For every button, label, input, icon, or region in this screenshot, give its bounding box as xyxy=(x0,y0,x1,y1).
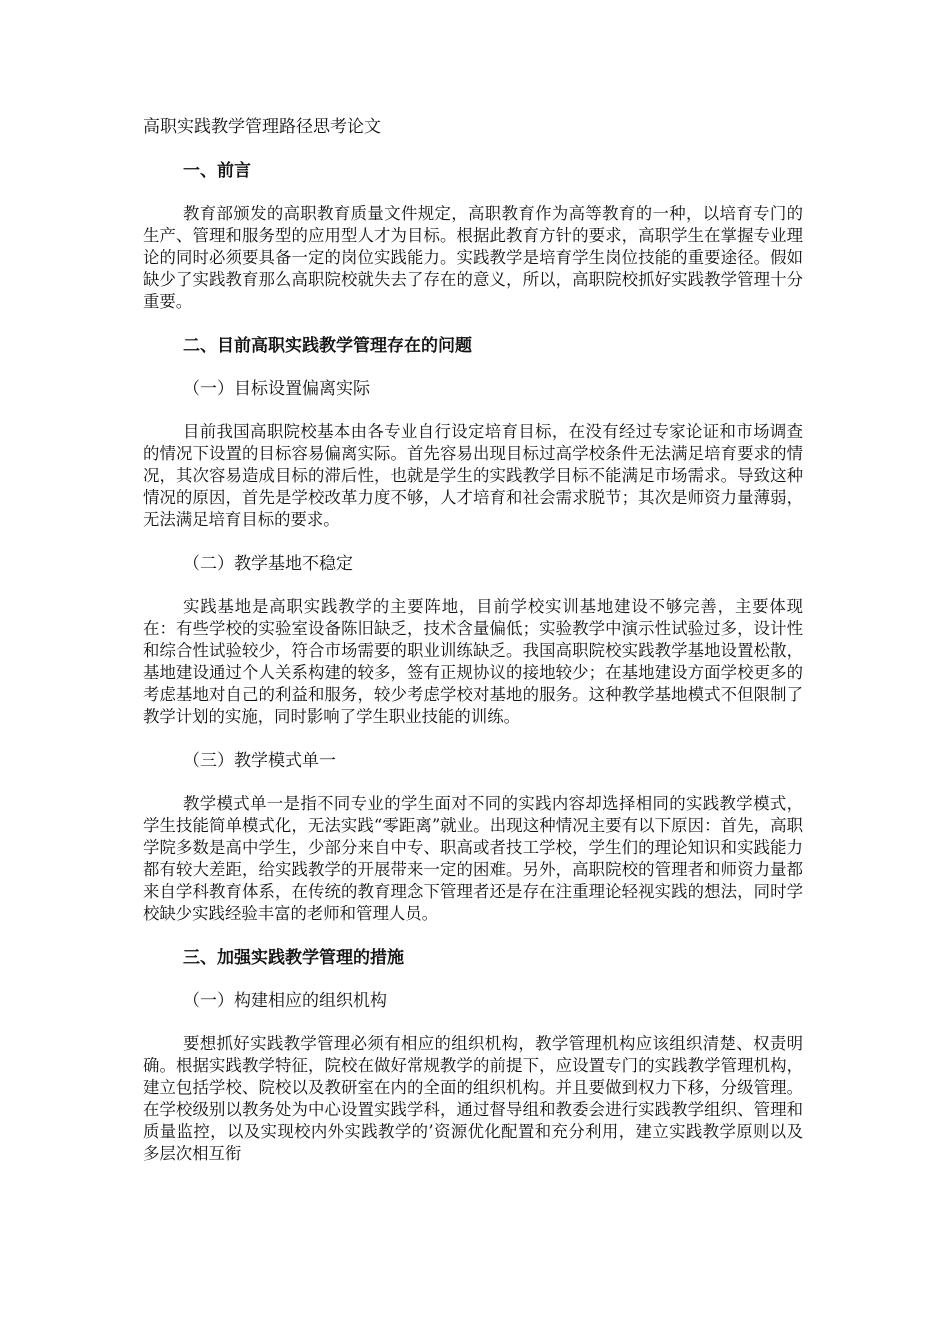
subsection-heading-unstable-base: （二）教学基地不稳定 xyxy=(183,554,353,574)
paragraph-preface: 教育部颁发的高职教育质量文件规定，高职教育作为高等教育的一种，以培育专门的生产、管理和服务型的应用型人才为目标。根据此教育方针的要求，高职学生在掌握专业理论的同时必须要具备一定的岗位实践能力。实践教学是培育学生岗位技能的重要途径。假如缺少了实践教育那么高职院校就失去了存在的意义，所以，高职院校抓好实践教学管理十分重要。 xyxy=(143,204,803,311)
paragraph-unstable-base: 实践基地是高职实践教学的主要阵地，目前学校实训基地建设不够完善，主要体现在：有些学校的实验室设备陈旧缺乏，技术含量偏低；实验教学中演示性试验过多，设计性和综合性试验较少，符合市场需要的职业训练缺乏。我国高职院校实践教学基地设置松散，基地建设通过个人关系构建的较多，签有正规协议的接地较少；在基地建设方面学校更多的考虑基地对自己的利益和服务，较少考虑学校对基地的服务。这种教学基地模式不但限制了教学计划的实施，同时影响了学生职业技能的训练。 xyxy=(143,597,803,726)
subsection-heading-organization: （一）构建相应的组织机构 xyxy=(183,991,387,1011)
section-heading-problems: 二、目前高职实践教学管理存在的问题 xyxy=(183,336,472,356)
paragraph-organization: 要想抓好实践教学管理必须有相应的组织机构，教学管理机构应该组织清楚、权责明确。根据实践教学特征，院校在做好常规教学的前提下，应设置专门的实践教学管理机构，建立包括学校、院校以及教研室在内的全面的组织机构。并且要做到权力下移，分级管理。在学校级别以教务处为中心设置实践学科，通过督导组和教委会进行实践教学组织、管理和质量监控，以及实现校内外实践教学的’资源优化配置和充分利用，建立实践教学原则以及多层次相互衔 xyxy=(143,1034,803,1163)
subsection-heading-single-mode: （三）教学模式单一 xyxy=(183,751,336,771)
paragraph-single-mode: 教学模式单一是指不同专业的学生面对不同的实践内容却选择相同的实践教学模式，学生技能简单模式化，无法实践“零距离”就业。出现这种情况主要有以下原因：首先，高职学院多数是高中学生，少部分来自中专、职高或者技工学校，学生们的理论知识和实践能力都有较大差距，给实践教学的开展带来一定的困难。另外，高职院校的管理者和师资力量都来自学科教育体系，在传统的教育理念下管理者还是存在注重理论轻视实践的想法，同时学校缺少实践经验丰富的老师和管理人员。 xyxy=(143,794,803,923)
paragraph-goal-deviation: 目前我国高职院校基本由各专业自行设定培育目标，在没有经过专家论证和市场调查的情况下设置的目标容易偏离实际。首先容易出现目标过高学校条件无法满足培育要求的情况，其次容易造成目标的滞后性，也就是学生的实践教学目标不能满足市场需求。导致这种情况的原因，首先是学校改革力度不够，人才培育和社会需求脱节；其次是师资力量薄弱，无法满足培育目标的要求。 xyxy=(143,422,803,529)
document-title: 高职实践教学管理路径思考论文 xyxy=(143,117,381,137)
section-heading-measures: 三、加强实践教学管理的措施 xyxy=(183,948,404,968)
document-page xyxy=(143,116,803,1165)
subsection-heading-goal-deviation: （一）目标设置偏离实际 xyxy=(183,379,370,399)
section-heading-preface: 一、前言 xyxy=(183,161,251,181)
